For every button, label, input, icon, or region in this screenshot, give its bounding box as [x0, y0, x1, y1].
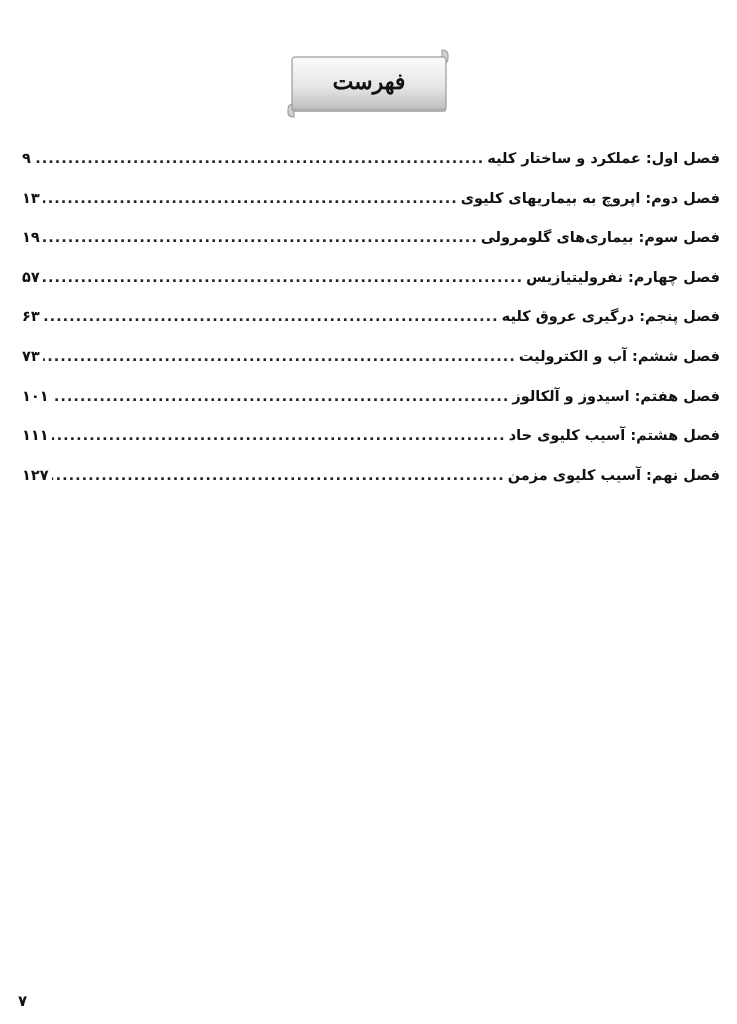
- toc-dot-leader: [52, 459, 505, 493]
- toc-row[interactable]: [22, 221, 720, 261]
- toc-row[interactable]: [22, 340, 720, 380]
- toc-chapter-title: فصل هشتم: آسیب کلیوی حاد: [508, 428, 720, 445]
- toc-row[interactable]: [22, 142, 720, 182]
- toc-dot-leader: [52, 380, 510, 414]
- toc-chapter-title: فصل دوم: اپروچ به بیماریهای کلیوی: [460, 190, 720, 207]
- toc-dot-leader: [34, 142, 484, 176]
- table-of-contents: [22, 142, 720, 498]
- toc-row[interactable]: [22, 300, 720, 340]
- toc-dot-leader: [52, 419, 506, 453]
- toc-chapter-title: فصل نهم: آسیب کلیوی مزمن: [507, 467, 720, 484]
- toc-page-number: ۱۱۱: [22, 428, 49, 445]
- title-banner: [286, 48, 452, 118]
- toc-row[interactable]: [22, 459, 720, 499]
- toc-chapter-title: فصل چهارم: نفرولیتیازیس: [526, 269, 720, 286]
- page-number: ۷: [18, 992, 28, 1010]
- toc-dot-leader: [43, 182, 458, 216]
- toc-chapter-title: فصل سوم: بیماری‌های گلومرولی: [480, 230, 720, 247]
- toc-row[interactable]: [22, 380, 720, 420]
- toc-dot-leader: [43, 300, 499, 334]
- toc-row[interactable]: [22, 419, 720, 459]
- toc-dot-leader: [43, 261, 523, 295]
- toc-chapter-title: فصل اول: عملکرد و ساختار کلیه: [487, 151, 720, 167]
- toc-page-number: ۱۹: [22, 230, 40, 247]
- toc-row[interactable]: [22, 182, 720, 222]
- toc-dot-leader: [43, 221, 478, 255]
- toc-page-number: ۷۳: [22, 348, 40, 365]
- toc-chapter-title: فصل هفتم: اسیدوز و آلکالوز: [512, 388, 720, 405]
- toc-page-number: ۵۷: [22, 269, 40, 286]
- toc-page-number: ۱۰۱: [22, 388, 49, 405]
- page-title: فهرست: [332, 69, 406, 95]
- toc-chapter-title: فصل پنجم: درگیری عروق کلیه: [501, 309, 720, 326]
- toc-row[interactable]: [22, 261, 720, 301]
- toc-dot-leader: [43, 340, 516, 374]
- toc-page-number: ۱۲۷: [22, 467, 49, 484]
- toc-page-number: ۱۳: [22, 190, 40, 207]
- toc-page-number: ۹: [22, 151, 31, 167]
- toc-page-number: ۶۳: [22, 309, 40, 326]
- toc-chapter-title: فصل ششم: آب و الکترولیت: [518, 348, 720, 365]
